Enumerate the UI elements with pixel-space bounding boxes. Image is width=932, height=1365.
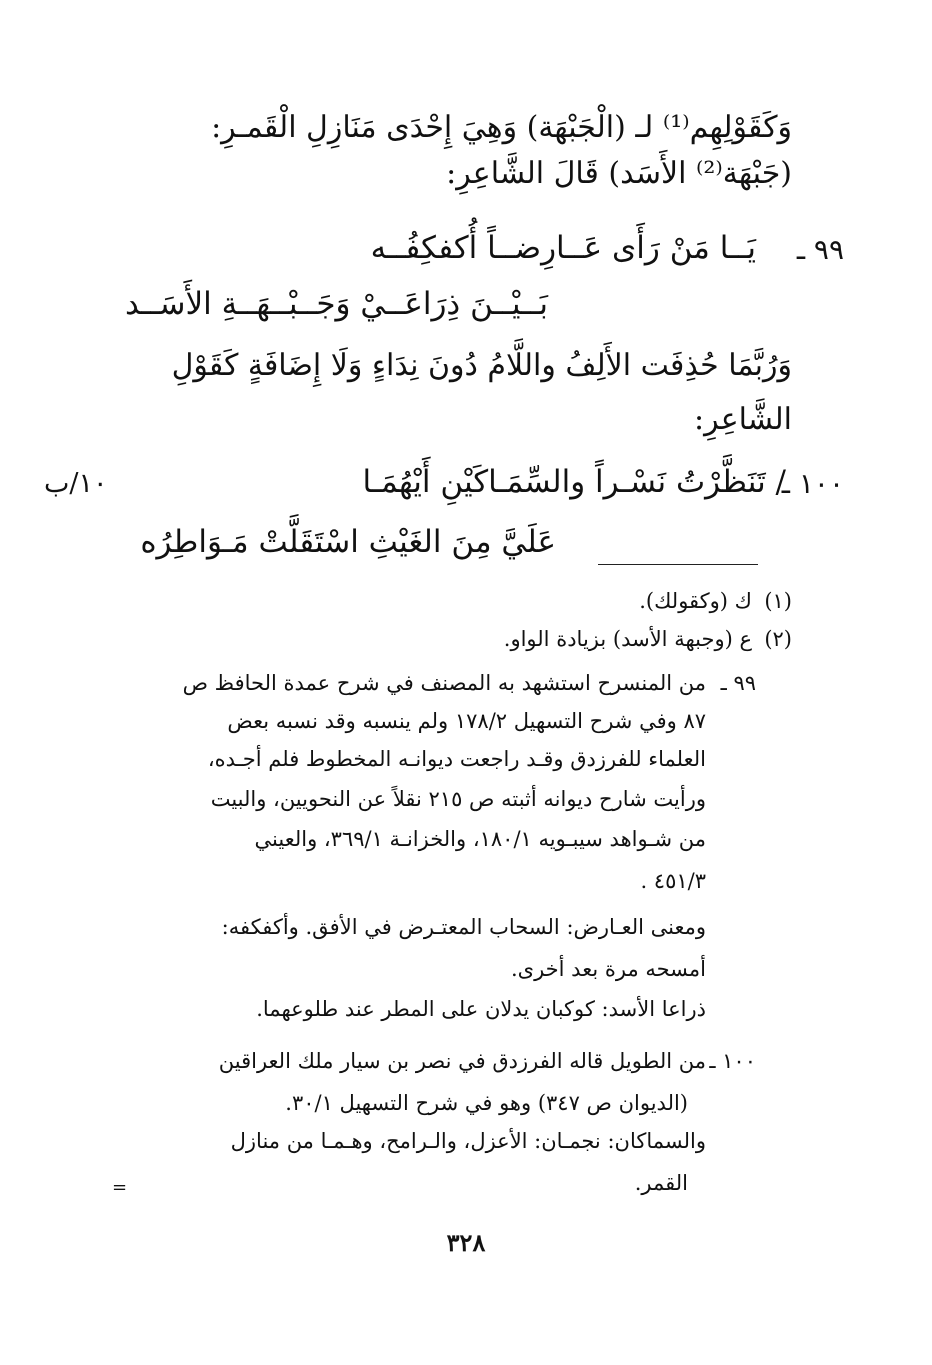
note-99-number: ٩٩ ـ [720,671,756,695]
note-99-extra-3: ذراعا الأسد: كوكبان يدلان على المطر عند طلوعهما. [256,997,706,1021]
margin-folio-marker: ١٠/ب [44,468,108,499]
verse-100-hemistich-2: عَلَيَّ مِنَ الغَيْثِ اسْتَقَلَّتْ مَـوَاطِرُه [140,524,556,560]
note-100-line-2: (الديوان ص ٣٤٧) وهو في شرح التسهيل ٣٠/١. [285,1091,688,1115]
note-99-line-6: ٤٥١/٣ . [640,869,706,893]
verse-99-number: ٩٩ ـ [796,233,844,266]
note-99-line-4: ورأيت شارح ديوانه أثبته ص ٢١٥ نقلاً عن النحويين، والبيت [210,787,706,811]
main-line-1: وَكَقَوْلِهِم⁽¹⁾ لـ (الْجَبْهَة) وَهِيَ إِحْدَى مَنَازِلِ الْقَمـرِ: [211,110,792,145]
note-99-extra-2: أمسحه مرة بعد أخرى. [510,957,706,981]
note-100-number: ١٠٠ ـ [709,1049,756,1073]
footnote-1-text: ك (وكقولك). [639,589,752,613]
verse-99-hemistich-1: يَــا مَنْ رَأَى عَــارِضــاً أُكفكِفُــه [370,230,756,266]
verse-99-hemistich-2: بَــيْــنَ ذِرَاعَــيْ وَجَــبْــهَــةِ الأَسَــد [125,286,548,322]
note-100-line-1: من الطويل قاله الفرزدق في نصر بن سيار ملك العراقين [218,1049,706,1073]
footnote-2-number: (٢) [764,627,792,651]
main-line-2: (جَبْهَة⁽²⁾ الأَسَد) قَالَ الشَّاعِرِ: [446,156,792,191]
footnote-1-number: (١) [764,589,792,613]
note-100-extra-1: والسماكان: نجمـان: الأعزل، والـرامح، وهـمـا من منازل [230,1129,706,1153]
verse-100-number: ١٠٠ ـ [781,467,844,500]
note-99-line-2: ٨٧ وفي شرح التسهيل ١٧٨/٢ ولم ينسبه وقد نسبه بعض [227,709,706,733]
page-number: ٣٢٨ [446,1228,486,1257]
prose-line-2: الشَّاعِرِ: [694,402,792,437]
continuation-mark: = [112,1177,128,1198]
note-99-line-3: العلماء للفرزدق وقـد راجعت ديوانـه المخطوط فلم أجـده، [207,747,706,771]
note-100-extra-2: القمر. [634,1171,688,1195]
note-99-line-5: من شـواهد سيبـويه ١٨٠/١، والخزانـة ٣٦٩/١، والعيني [254,827,706,851]
prose-line-1: وَرُبَّمَا حُذِفَت الأَلِفُ واللَّامُ دُونَ نِدَاءٍ وَلَا إِضَافَةٍ كَقَوْلِ [171,348,792,383]
footnote-rule [598,564,758,565]
verse-100-hemistich-1: / تَنَظَّرْتُ نَسْـراً والسِّمَـاكَيْنِ أَيْهُمَـا [362,464,786,500]
note-99-line-1: من المنسرح استشهد به المصنف في شرح عمدة الحافظ ص [182,671,706,695]
footnote-2-text: ع (وجبهة الأسد) بزيادة الواو. [503,627,752,651]
note-99-extra-1: ومعنى العـارض: السحاب المعتـرض في الأفق. وأكفكفه: [221,915,706,939]
